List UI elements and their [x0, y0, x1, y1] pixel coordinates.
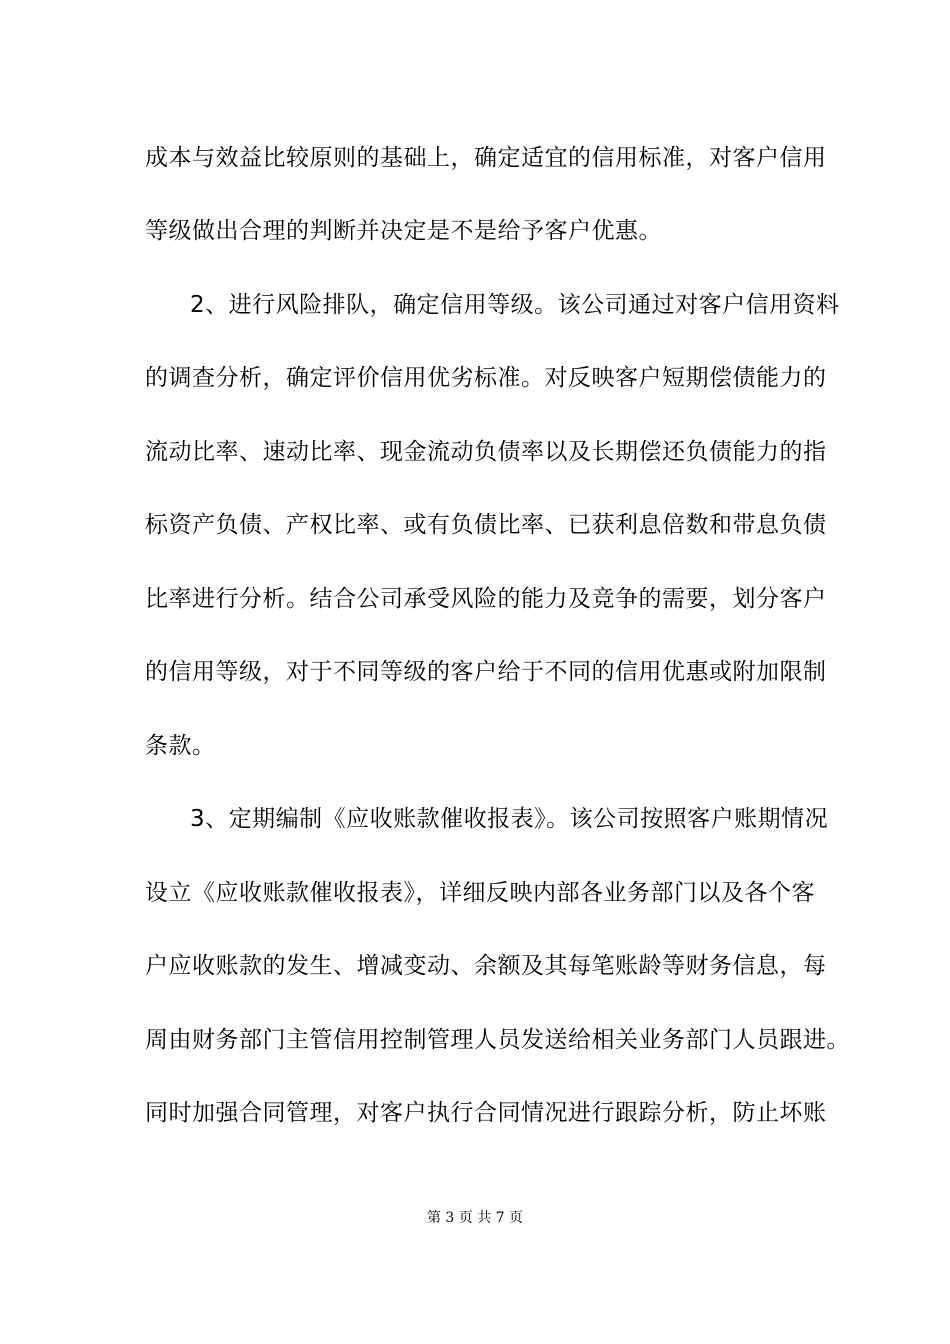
- text-line: 成本与效益比较原则的基础上，确定适宜的信用标准，对客户信用: [145, 145, 827, 171]
- page-footer: [0, 1209, 950, 1227]
- text-line: 标资产负债、产权比率、或有负债比率、已获利息倍数和带息负债: [145, 512, 827, 538]
- text-line: 等级做出合理的判断并决定是不是给予客户优惠。: [145, 218, 662, 244]
- paragraph-2-start: 2、进行风险排队，确定信用等级。该公司通过对客户信用资料: [190, 292, 840, 318]
- text-line: 的信用等级，对于不同等级的客户给于不同的信用优惠或附加限制: [145, 659, 827, 685]
- page-number: 第 3 页 共 7 页: [426, 1210, 524, 1226]
- text-line: 设立《应收账款催收报表》，详细反映内部各业务部门以及各个客: [145, 880, 815, 906]
- text-line: 的调查分析，确定评价信用优劣标准。对反映客户短期偿债能力的: [145, 365, 827, 391]
- paragraph-3-start: 3、定期编制《应收账款催收报表》。该公司按照客户账期情况: [190, 806, 829, 832]
- text-line: 条款。: [145, 733, 216, 759]
- text-line: 周由财务部门主管信用控制管理人员发送给相关业务部门人员跟进。: [145, 1027, 850, 1053]
- text-line: 同时加强合同管理，对客户执行合同情况进行跟踪分析，防止坏账: [145, 1100, 827, 1126]
- text-line: 流动比率、速动比率、现金流动负债率以及长期偿还负债能力的指: [145, 439, 827, 465]
- text-line: 比率进行分析。结合公司承受风险的能力及竞争的需要，划分客户: [145, 586, 827, 612]
- text-line: 户应收账款的发生、增减变动、余额及其每笔账龄等财务信息，每: [145, 953, 827, 979]
